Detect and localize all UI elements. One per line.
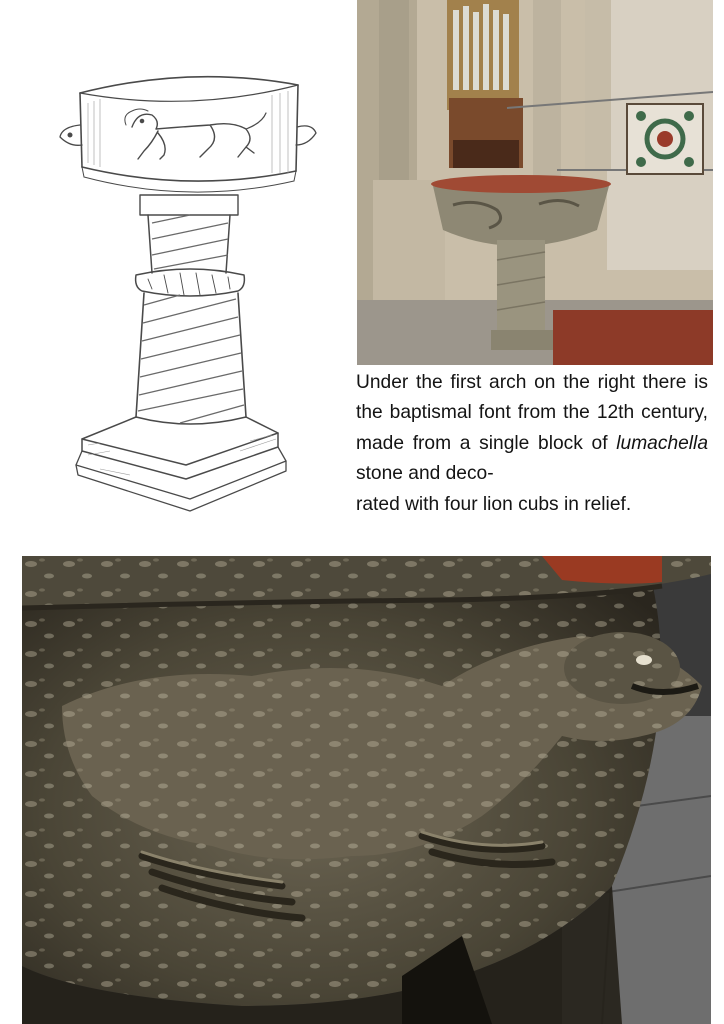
font-description-text bbox=[356, 368, 708, 550]
font-sketch-image bbox=[40, 55, 330, 525]
church-interior-photo bbox=[357, 0, 713, 365]
lion-relief-closeup-photo bbox=[22, 556, 711, 1024]
caption-italic-term: lumachella bbox=[616, 432, 708, 454]
caption-text-2: stone and deco- rated with four lion cubs in relief. bbox=[356, 463, 632, 515]
caption-text-1: Under the first arch on the right there is the baptismal font from the 12th century, made from a single block of bbox=[356, 372, 708, 454]
